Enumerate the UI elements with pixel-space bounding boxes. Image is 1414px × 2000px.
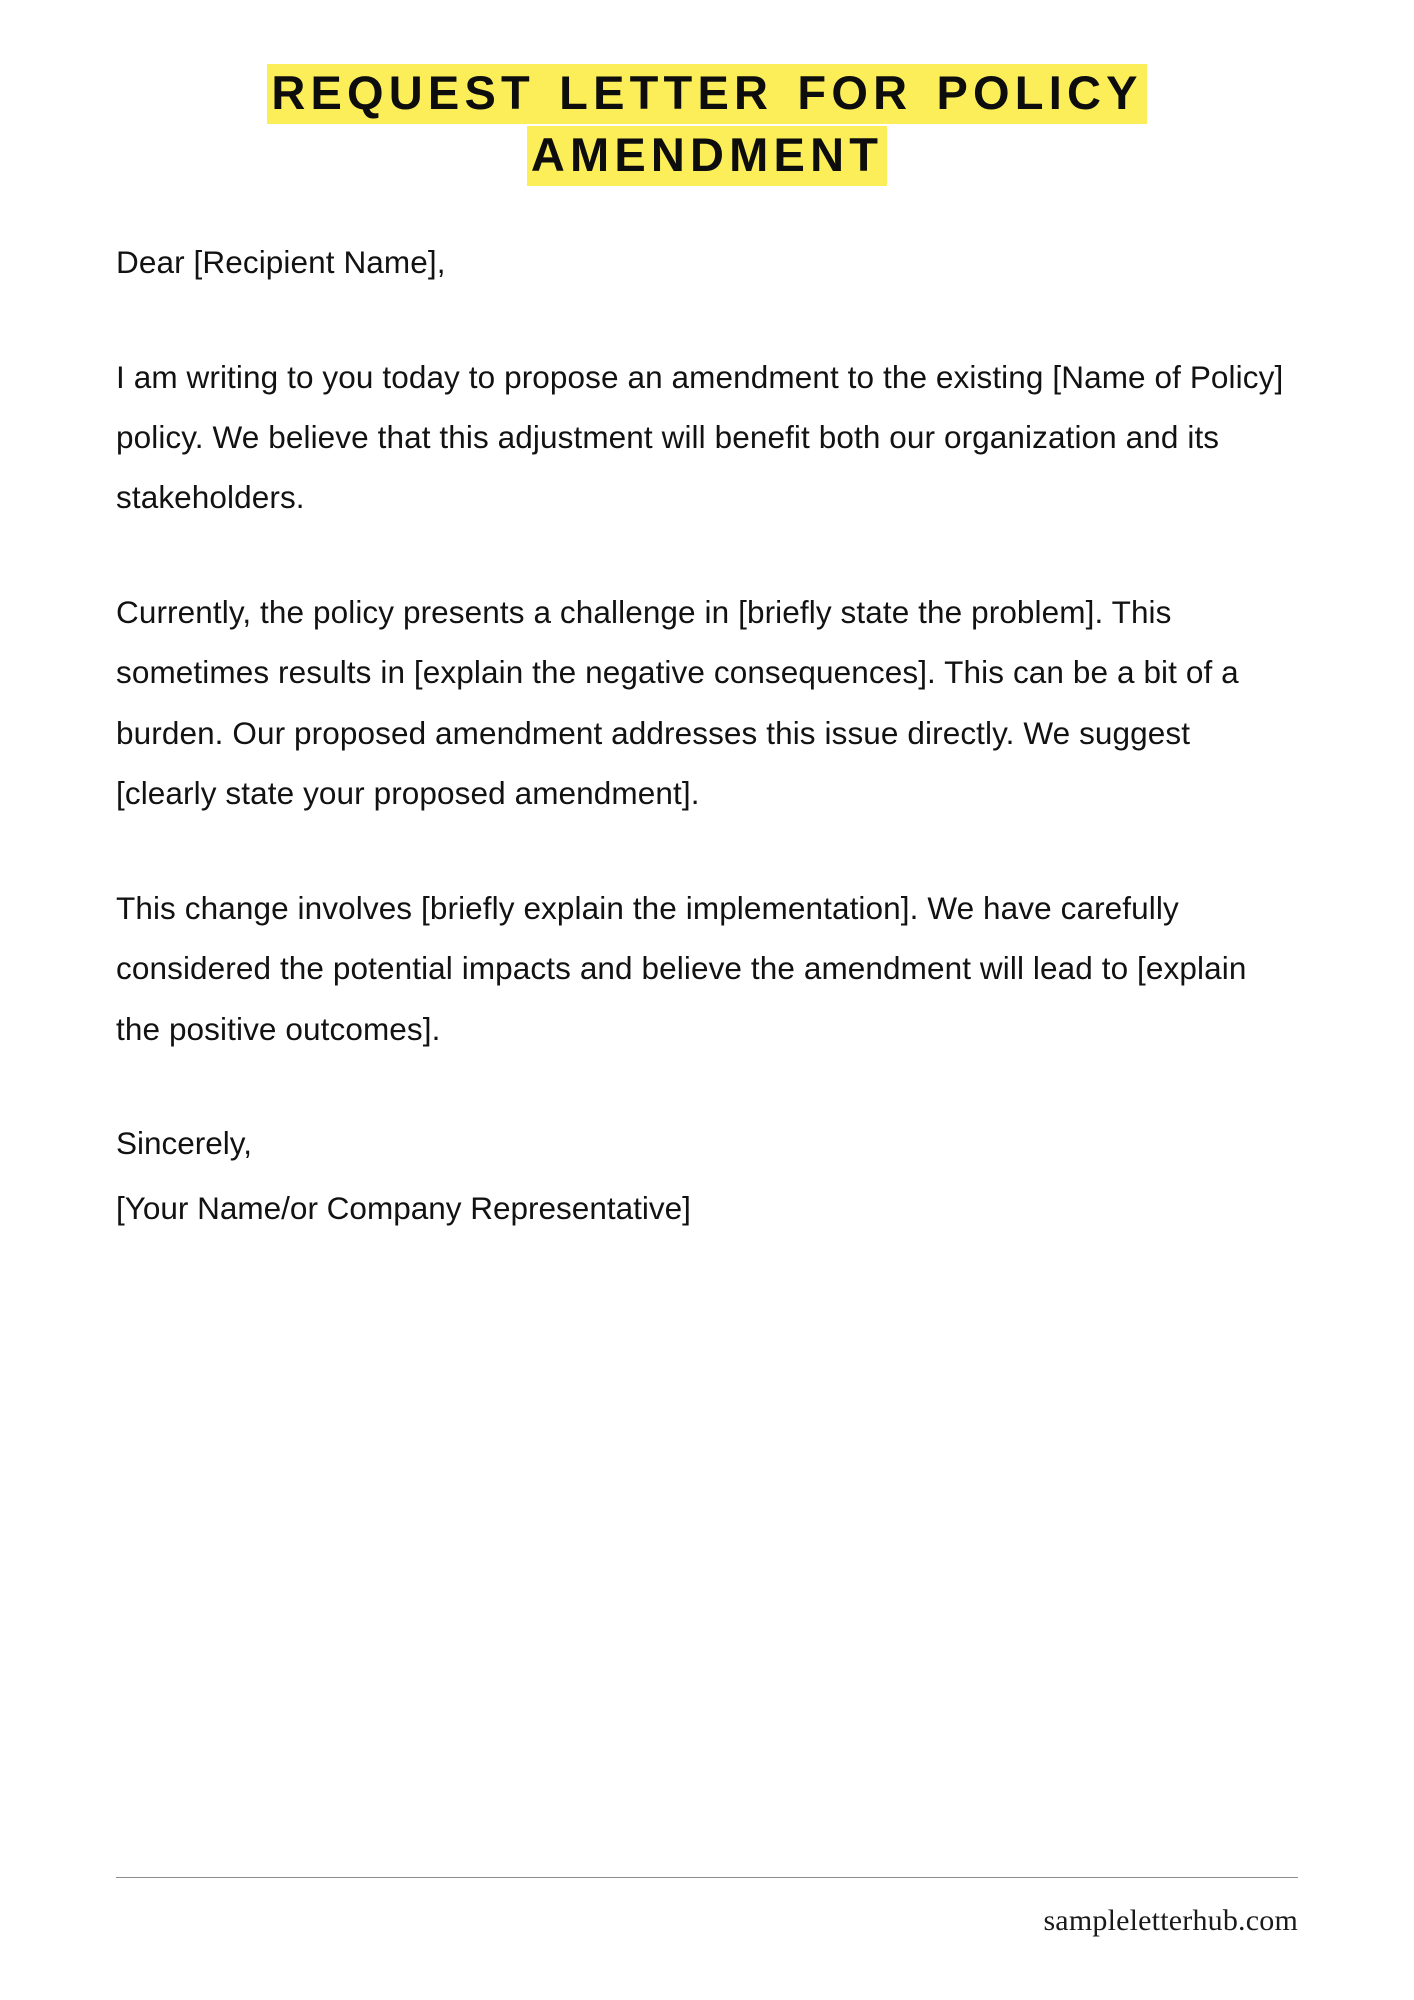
paragraph-2: Currently, the policy presents a challenge in [briefly state the problem]. This sometimes results in [explain the negative consequences]. This can be a bit of a burden. Our proposed amendment addresses this issue directly. We suggest [clearly state your proposed amendment]. — [116, 593, 1239, 812]
footer-website: sampleletterhub.com — [1043, 1904, 1298, 1937]
title-line-1: REQUEST LETTER FOR POLICY — [267, 64, 1146, 124]
salutation: Dear [Recipient Name], — [116, 244, 446, 281]
title-line-2: AMENDMENT — [527, 126, 887, 186]
closing-line: Sincerely, — [116, 1125, 252, 1162]
paragraph-3: This change involves [briefly explain the implementation]. We have carefully considered the potential impacts and believe the amendment will lead to [explain the positive outcomes]. — [116, 889, 1247, 1047]
signature-placeholder: [Your Name/or Company Representative] — [116, 1189, 691, 1226]
page-title — [150, 62, 1264, 186]
paragraph-1: I am writing to you today to propose an amendment to the existing [Name of Policy] policy. We believe that this adjustment will benefit both our organization and its stakeholders. — [116, 358, 1284, 516]
footer — [116, 1877, 1298, 1938]
title-block — [0, 0, 1414, 186]
letter-body — [0, 186, 1414, 1238]
footer-divider — [116, 1877, 1298, 1878]
